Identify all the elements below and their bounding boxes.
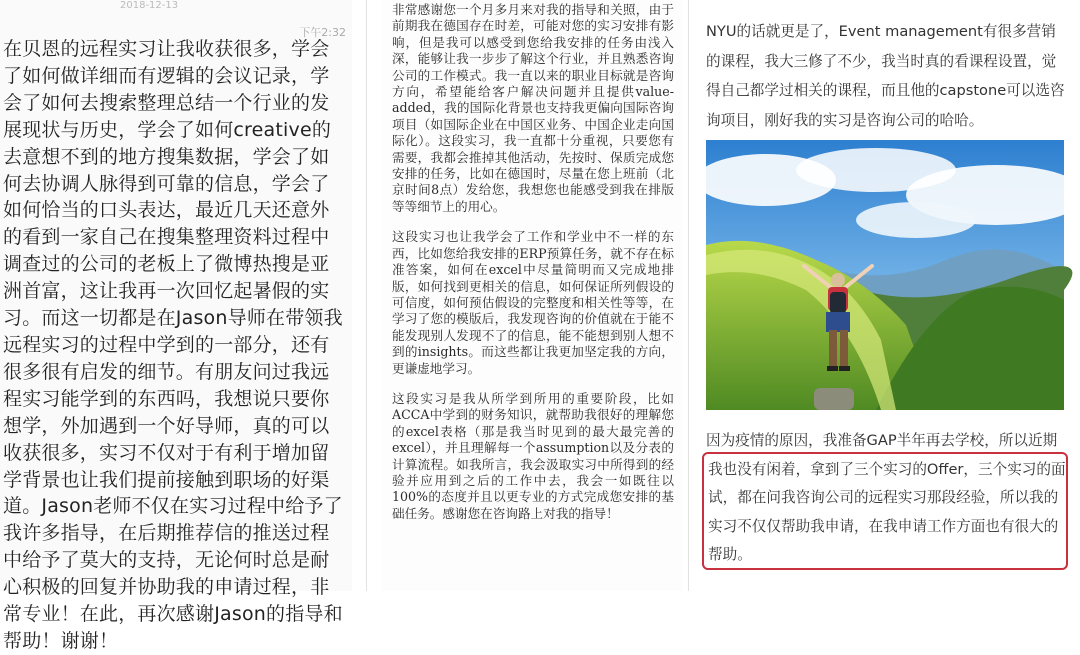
panel-divider [688,0,689,591]
message-date: 2018-12-13 [120,0,179,11]
letter-body [392,2,674,536]
article-panel [692,0,1080,591]
letter-panel [382,0,682,591]
chat-screenshot-panel [0,0,352,652]
highlighted-paragraph: 我也没有闲着，拿到了三个实习的Offer，三个实习的面试，都在问我咨询公司的远程实习那段经验，所以我的实习不仅仅帮助我申请，在我申请工作方面也有很大的帮助。 [702,452,1068,570]
mountain-hiker-photo [706,140,1064,410]
letter-paragraph: 这段实习也让我学会了工作和学业中不一样的东西，比如您给我安排的ERP预算任务，就不存在标准答案，如何在excel中尽量简明而又完成地排版，如何找到更相关的信息，如何保证所列假设的可信度，如何预估假设的完整度和相关性等等，在学习了您的模版后，我发现咨询的价值就在于能不能发现别人发现不了的信息，能不能想到别人想不到的insights。而这些都让我更加坚定我的方向，更谦虚地学习。 [392,229,674,376]
message-time: 下午2:32 [299,26,346,39]
letter-paragraph: 这段实习是我从所学到所用的重要阶段，比如ACCA中学到的财务知识，就帮助我很好的理解您的excel表格（那是我当时见到的最大最完善的excel），并且理解每一个assumption以及分表的计算流程。如我所言，我会汲取实习中所得到的经验并应用到之后的工作中去，我会一如既往以100%的态度并且以更专业的方式完成您安排的基础任务。感谢您在咨询路上对我的指导！ [392,390,674,521]
letter-paragraph: 非常感谢您一个月多月来对我的指导和关照，由于前期我在德国存在时差，可能对您的实习安排有影响，但是我可以感受到您给我安排的任务由浅入深，能够让我一步步了解这个行业，并且熟悉咨询公司的工作模式。我一直以来的职业目标就是咨询方向，希望能给客户解决问题并且提供value-added，我的国际化背景也支持我更偏向国际咨询项目（如国际企业在中国区业务、中国企业走向国际化）。这段实习，我一直都十分重视，只要您有需要，我都会推掉其他活动，先按时、保质完成您安排的任务，比如在德国时，尽量在您上班前（北京时间8点）发给您，我想您也能感受到我在排版等等细节上的用心。 [392,2,674,214]
article-paragraph-lead: 因为疫情的原因，我准备GAP半年再去学校，所以近期 [706,432,1058,449]
article-paragraph: NYU的话就更是了，Event management有很多营销的课程，我大三修了不少，我当时真的看课程设置，觉得自己都学过相关的课程，而且他的capstone可以选咨询项目，刚好我的实习是咨询公司的哈哈。 [706,23,1065,129]
panel-divider [366,0,367,591]
chat-message-text: 在贝恩的远程实习让我收获很多，学会了如何做详细而有逻辑的会议记录，学会了如何去搜索整理总结一个行业的发展现状与历史，学会了如何creative的去意想不到的地方搜集数据，学会了如何去协调人脉得到可靠的信息，学会了如何恰当的口头表达，最近几天还意外的看到一家自己在搜集整理资料过程中调查过的公司的老板上了微博热搜是亚洲首富，这让我再一次回忆起暑假的实习。而这一切都是在Jason导师在带领我远程实习的过程中学到的一部分，还有很多很有启发的细节。有朋友问过我远程实习能学到的东西吗，我想说只要你想学，外加遇到一个好导师，真的可以收获很多，实习不仅对于有利于增加留学背景也让我们提前接触到职场的好渠道。Jason老师不仅在实习过程中给予了我许多指导，在后期推荐信的推送过程中给予了莫大的支持，无论何时总是耐心积极的回复并协助我的申请过程，非常专业！在此，再次感谢Jason的指导和帮助！谢谢！ [3,38,343,652]
